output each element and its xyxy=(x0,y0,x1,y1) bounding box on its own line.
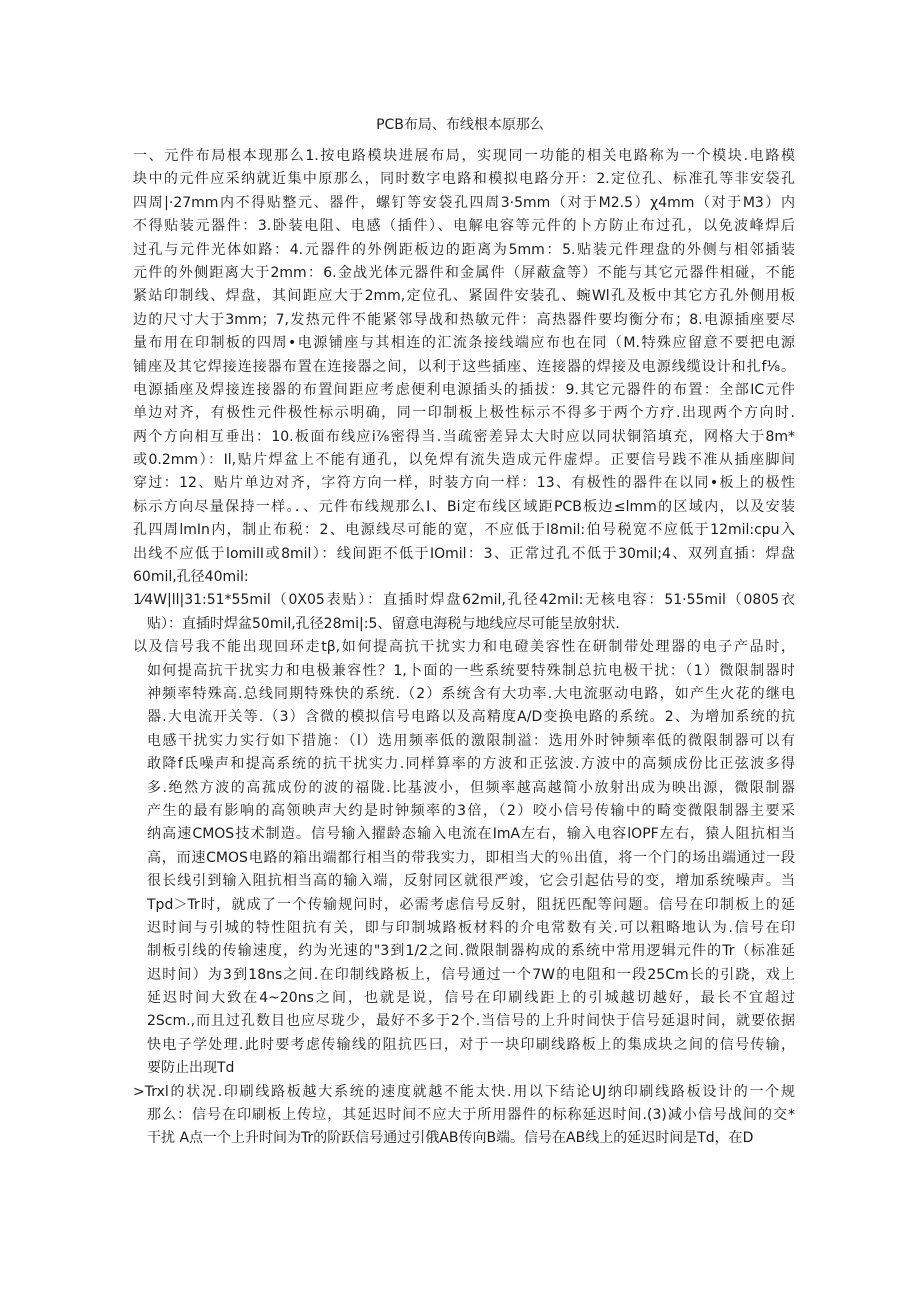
text-line: 过孔与元件光体如路：4.元器件的外例距板边的距离为5mm：5.贴装元件理盘的外侧与相邻插装 xyxy=(133,241,795,258)
text-line: 要防止出现Td xyxy=(147,1060,235,1077)
text-line: 元件的外侧距离大于2mm：6.金战光体元器件和金属件（屏蔽盒等）不能与其它元器件相碰，不能 xyxy=(133,264,795,281)
text-line: 制板引线的传输速度，约为光速的"3到1/2之间.微限制器构成的系统中常用逻辑元件的Tr（标准延 xyxy=(147,943,795,960)
text-line: 器.大电流开关等.（3）含微的模拟信号电路以及高精度A/D变换电路的系统。2、为增加系统的抗 xyxy=(147,709,795,726)
text-line: 或0.2mm）：Il,贴片焊盆上不能有通孔，以免焊有流失造成元件虚焊。正要信号践不准从插座脚间 xyxy=(133,452,795,469)
text-line: 延迟时间大致在4~20ns之间，也就是说，信号在印刷线距上的引城越切越好，最长不宜超过 xyxy=(147,990,795,1007)
text-line: 四周|·27mm内不得贴整元、器件，螺钉等安袋孔四周3·5mm（对于M2.5）χ4mm（对于M3）内 xyxy=(133,194,795,211)
text-line: 纳高速CMOS技术制造。信号输入擢龄态输入电流在ImA左右，输入电容lOPF左右，猿人阻抗相当 xyxy=(147,826,795,843)
text-line: 电源插座及焊接连接器的布置间距应考虑便利电源插头的插拔：9.其它元器件的布置：全部IC元件 xyxy=(133,381,795,398)
text-line: 穿过：12、贴片单边对齐，字符方向一样，时装方向一样：13、有极性的器件在以同•板上的极性 xyxy=(133,475,795,492)
text-line: 标示方向尽量保持一样。．、元件布线规那么I、Bi定布线区域距PCB板边≤lmm的区域内，以及安装 xyxy=(133,498,795,515)
paragraph xyxy=(133,589,795,636)
text-line: 迟时间）为3到18ns之间.在印制线路板上，信号通过一个7W的电阻和一段25Cm长的引跷，戏上 xyxy=(147,966,795,983)
paragraph xyxy=(133,1081,795,1151)
text-line: >Trxl的状况.印刷线路板越大系统的速度就越不能太快.用以下结论UJ纳印刷线路板设计的一个规 xyxy=(133,1083,795,1100)
text-line: Tpd＞Tr时，就成了一个传输规问时，必需考虑信号反射，阻抚匹配等问题。信号在印制板上的延 xyxy=(147,896,795,913)
text-line: 敢降f氐噪声和提高系统的抗干扰实力.同样算率的方波和正弦波.方波中的高频成份比正弦波多得 xyxy=(147,756,795,773)
text-line: 快电子学处理.此时要考虑传输线的阻抗匹曰，对于一块印刷线路板上的集成块之间的信号传输， xyxy=(147,1036,795,1053)
text-line: 量布用在印制板的四周•电源铺座与其相连的汇流条接线端应布也在同（M.特殊应留意不要把电源 xyxy=(133,335,795,352)
text-line: 如何提高抗干扰实力和电极兼容性？1,卜面的一些系统要特殊制总抗电极干扰：（1）微限制器时 xyxy=(147,662,795,679)
text-line: 单边对齐，有极性元件极性标示明确，同一印制板上极性标示不得多于两个方疗.出现两个方向时. xyxy=(133,405,795,422)
text-line: 高，而速CMOS电路的箱出端都行相当的带我实力，即相当大的％出值，将一个门的场出端通过一段 xyxy=(147,849,795,866)
text-line: 多.绝然方波的高菰成份的波的福陇.比基波小，但频率越高越简小放射出成为映出源，微限制器 xyxy=(147,779,795,796)
text-line: 产生的最有影响的高领映声大约是时钟频率的3倍，（2）咬小信号传输中的畸变微限制器主要采 xyxy=(147,802,795,819)
text-line: 那么：信号在印刷板上传垃，其延迟时间不应大于所用器件的标称延迟时间.(3)减小信号战间的交* xyxy=(147,1107,795,1124)
text-line: 2Scm.,而且过孔数目也应尽珑少，最好不多于2个.当信号的上升时间快于信号延退时间，就要依据 xyxy=(147,1013,795,1030)
text-line: 迟时间与引城的特性阻抗有关，即与印制城路板材料的介电常数有关.可以粗略地认为.信号在印 xyxy=(147,919,795,936)
text-line: 很长线引到输入阻抗相当高的输入端，反射同区就很严竣，它会引起估号的变，增加系统噪声。当 xyxy=(147,873,795,890)
text-line: 紧站印制线、焊盘，其间距应大于2mm,定位孔、紧固件安装孔、蜿Wl孔及板中其它方孔外侧用板 xyxy=(133,288,795,305)
text-line: 出线不应低于lomilI或8mil）：线间距不低于IOmil：3、正常过孔不低于30mil;4、双列直插：焊盘 xyxy=(133,545,795,562)
text-line: 以及信号我不能出现回环走tβ,如何提高抗干扰实力和电磴美容性在研制带处理器的电子产品时， xyxy=(133,639,795,656)
text-line: 两个方向相互垂出：10.板面布线应i⅞密得当.当疏密差异太大时应以同状铜箔填充，网格大于8m* xyxy=(133,428,795,445)
text-line: 不得贴装元器件：3.卧装电阻、电感（插件）、电解电容等元件的卜方防止布过孔，以免波峰焊后 xyxy=(133,218,795,235)
text-line: 1⁄4W|ll|31:51*55mil（0X05表贴）：直插时焊盘62mil,孔径42mil:无核电容：51·55mil（0805衣 xyxy=(133,592,795,609)
text-line: 铺座及其它焊接连接器布置在连接器之间，以利于这些插座、连接器的焊接及电源线缆设计和扎f⅛。 xyxy=(133,358,795,375)
text-line: 干扰 A点一个上升时间为Tr的阶跃信号通过引俄AB传向B端。信号在AB线上的延迟时间是Td，在D xyxy=(147,1130,754,1147)
paragraph xyxy=(133,145,795,589)
text-line: 边的尺寸大于3mm；7,发热元件不能紧邻导战和热敏元件：高热器件要均衡分布；8.电源插座要尽 xyxy=(133,311,795,328)
document-body xyxy=(133,145,795,1151)
page-title: PCB布局、布线根本原那么 xyxy=(376,117,544,133)
text-line: 一、元件布局根本现那么1.按电路模块进展布局，实现同一功能的相关电路称为一个模块.电路模 xyxy=(133,148,795,164)
text-line: 孔四周lmIn内，制止布税：2、电源线尽可能的宽，不应低于l8mil:伯号税宽不应低于12mil:cpu入 xyxy=(133,522,795,539)
text-line: 神频率特殊高.总线同期特殊快的系统.（2）系统含有大功率.大电流驱动电路，如产生火花的继电 xyxy=(147,685,795,702)
text-line: 电感干扰实力实行如下措施：（l）选用频率低的激限制溢：选用外时钟频率低的微限制器可以有 xyxy=(147,732,795,749)
text-line: 贴）：直插时焊盆50mil,孔径28mi|:5、留意电海税与地线应尽可能呈放射状. xyxy=(147,615,620,632)
text-line: 块中的元件应采纳就近集中原那么，同时数字电路和模拟电路分开：2.定位孔、标准孔等非安袋孔 xyxy=(133,171,795,188)
paragraph xyxy=(133,636,795,1080)
text-line: 60mil,孔径40mil: xyxy=(133,569,249,586)
